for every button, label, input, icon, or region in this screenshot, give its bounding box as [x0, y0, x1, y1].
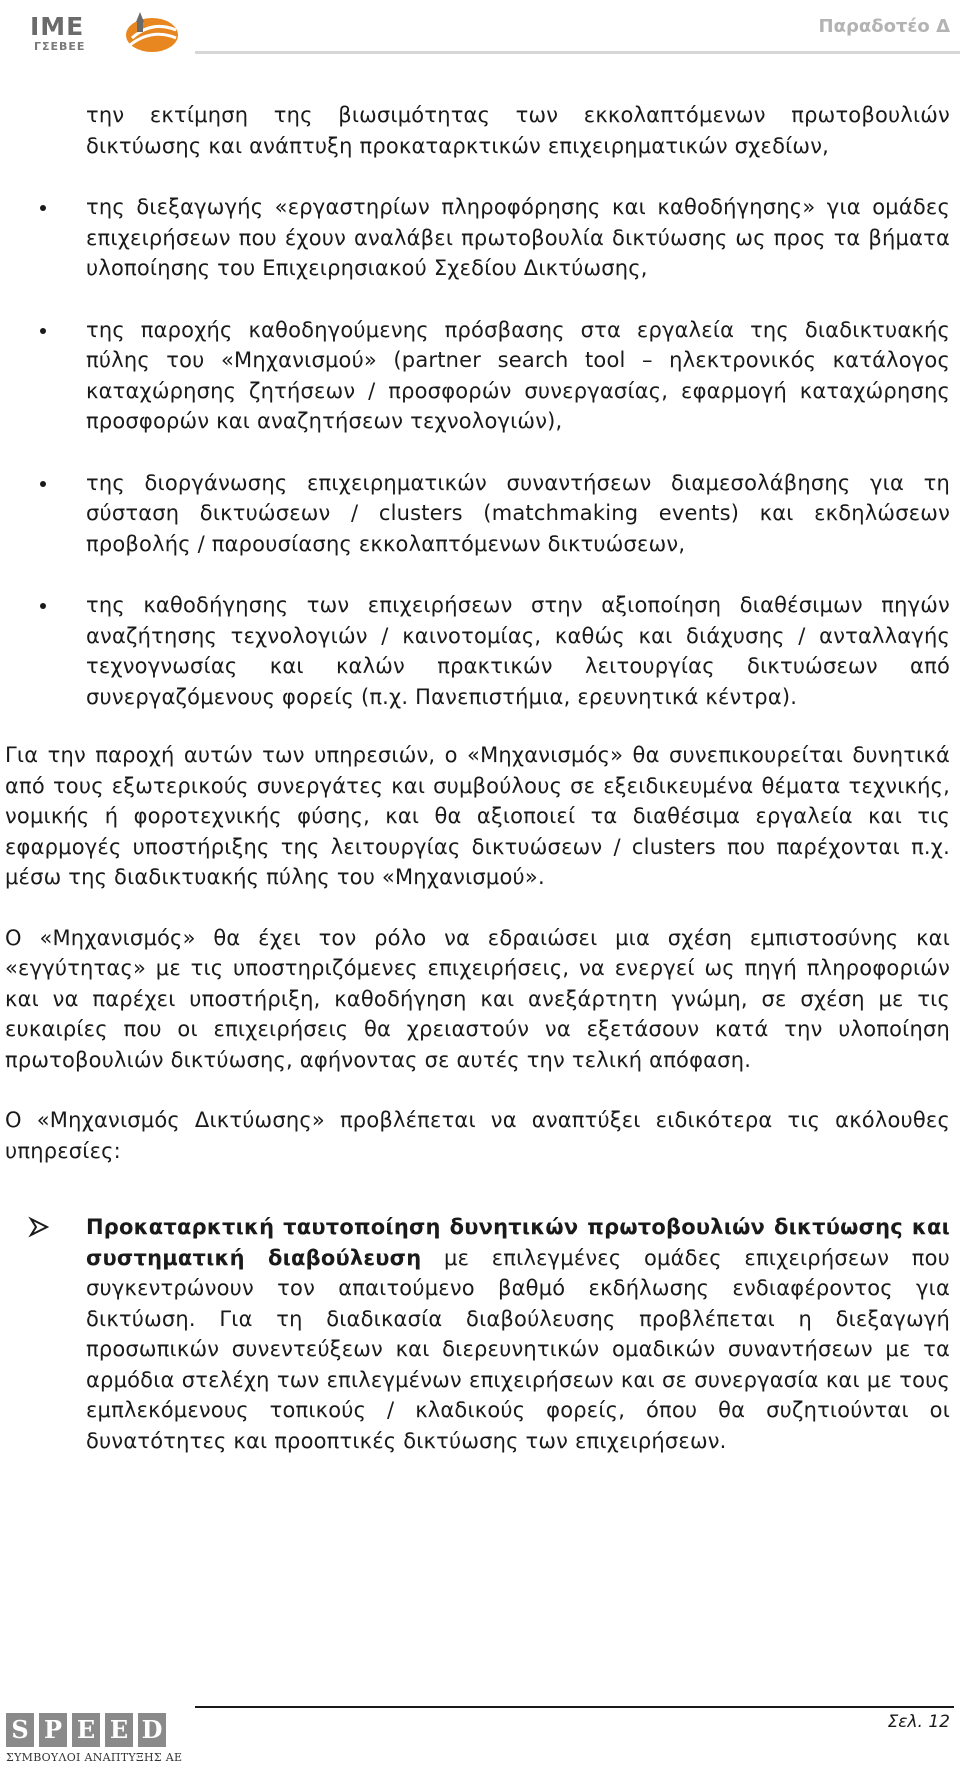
bullet-icon: [40, 328, 46, 334]
logo-text: IME: [30, 12, 85, 41]
bullet-icon: [40, 205, 46, 211]
header-divider: [195, 51, 960, 54]
arrow-bullet-icon: [28, 1216, 50, 1238]
speed-letter: E: [105, 1713, 133, 1747]
speed-subtitle: ΣΥΜΒΟΥΛΟΙ ΑΝΑΠΤΥΞΗΣ ΑΕ: [6, 1751, 183, 1764]
list-item-text: της διοργάνωσης επιχειρηματικών συναντήσεων διαμεσολάβησης για τη σύσταση δικτυώσεων / clusters (matchmaking events) και εκδηλώσεων προβολής / παρουσίασης εκκολαπτόμενων δικτυώσεων,: [86, 470, 950, 556]
page-content: [0, 100, 960, 1456]
speed-letter: D: [138, 1713, 166, 1747]
speed-letter: E: [72, 1713, 100, 1747]
list-item: [86, 468, 950, 560]
body-paragraph: Ο «Μηχανισμός» θα έχει τον ρόλο να εδραιώσει μια σχέση εμπιστοσύνης και «εγγύτητας» με τις υποστηριζόμενες επιχειρήσεις, να ενεργεί ως πηγή πληροφοριών και να παρέχει υποστήριξη, καθοδήγηση και ανεξάρτητη γνώμη, σε σχέση με τις ευκαιρίες που οι επιχειρήσεις θα χρειαστούν να εξετάσουν κατά την υλοποίηση πρωτοβουλιών δικτύωσης, αφήνοντας σε αυτές την τελική απόφαση.: [5, 925, 950, 1072]
speed-logo: [6, 1713, 183, 1765]
list-item-text: της παροχής καθοδηγούμενης πρόσβασης στα εργαλεία της διαδικτυακής πύλης του «Μηχανισμού» (partner search tool – ηλεκτρονικός κατάλογος καταχώρησης ζητήσεων / προσφορών συνεργασίας, εφαρμογή καταχώρησης προσφορών και αναζητήσεων τεχνολογιών),: [86, 317, 950, 433]
bullet-icon: [40, 603, 46, 609]
page-header: [0, 0, 960, 70]
body-paragraph: Ο «Μηχανισμός Δικτύωσης» προβλέπεται να αναπτύξει ειδικότερα τις ακόλουθες υπηρεσίες:: [5, 1108, 950, 1163]
service-item: [86, 1212, 950, 1456]
logo-mark-icon: [118, 8, 180, 54]
footer-divider: [195, 1706, 954, 1708]
list-item: [86, 315, 950, 437]
ime-gsevee-logo: [30, 8, 180, 56]
service-item-title: Προκαταρκτική ταυτοποίηση δυνητικών πρωτοβουλιών δικτύωσης και συστηματική διαβούλευση: [86, 1215, 950, 1270]
list-item: [86, 192, 950, 284]
logo-subtext: ΓΣΕΒΕΕ: [34, 40, 86, 53]
document-title: Παραδοτέο Δ: [818, 16, 950, 37]
body-paragraph: Για την παροχή αυτών των υπηρεσιών, ο «Μηχανισμός» θα συνεπικουρείται δυνητικά από τους εξωτερικούς συνεργάτες και συμβούλους σε εξειδικευμένα θέματα τεχνικής, νομικής ή φοροτεχνικής φύσης, και θα αξιοποιεί τα διαθέσιμα εργαλεία και τις εφαρμογές υποστήριξης της λειτουργίας δικτυώσεων / clusters που παρέχονται π.χ. μέσω της διαδικτυακής πύλης του «Μηχανισμού».: [5, 743, 950, 889]
speed-letter: P: [39, 1713, 67, 1747]
list-item: [86, 590, 950, 712]
service-item-text: με επιλεγμένες ομάδες επιχειρήσεων που συγκεντρώνουν τον απαιτούμενο βαθμό εκδήλωσης ενδιαφέροντος για δικτύωση. Για τη διαδικασία διαβούλευσης προβλέπεται η διεξαγωγή προσωπικών συνεντεύξεων και διερευνητικών ομαδικών συναντήσεων με τα αρμόδια στελέχη των επιλεγμένων επιχειρήσεων και σε συνεργασία και με τους εμπλεκόμενους τοπικούς / κλαδικούς φορείς, όπου θα συζητιούνται οι δυνατότητες και προοπτικές δικτύωσης των επιχειρήσεων.: [86, 1245, 950, 1453]
list-item-text: της καθοδήγησης των επιχειρήσεων στην αξιοποίηση διαθέσιμων πηγών αναζήτησης τεχνολογιών / καινοτομίας, καθώς και διάχυσης / ανταλλαγής τεχνογνωσίας και καλών πρακτικών λειτουργίας δικτυώσεων από συνεργαζόμενους φορείς (π.χ. Πανεπιστήμια, ερευνητικά κέντρα).: [86, 593, 950, 709]
bullet-icon: [40, 481, 46, 487]
intro-continuation: την εκτίμηση της βιωσιμότητας των εκκολαπτόμενων πρωτοβουλιών δικτύωσης και ανάπτυξη προκαταρκτικών επιχειρηματικών σχεδίων,: [86, 103, 950, 158]
speed-letter: S: [6, 1713, 34, 1747]
page-number: Σελ. 12: [887, 1712, 950, 1732]
list-item-text: της διεξαγωγής «εργαστηρίων πληροφόρησης και καθοδήγησης» για ομάδες επιχειρήσεων που έχουν αναλάβει πρωτοβουλία δικτύωσης ως προς τα βήματα υλοποίησης του Επιχειρησιακού Σχεδίου Δικτύωσης,: [86, 195, 950, 280]
